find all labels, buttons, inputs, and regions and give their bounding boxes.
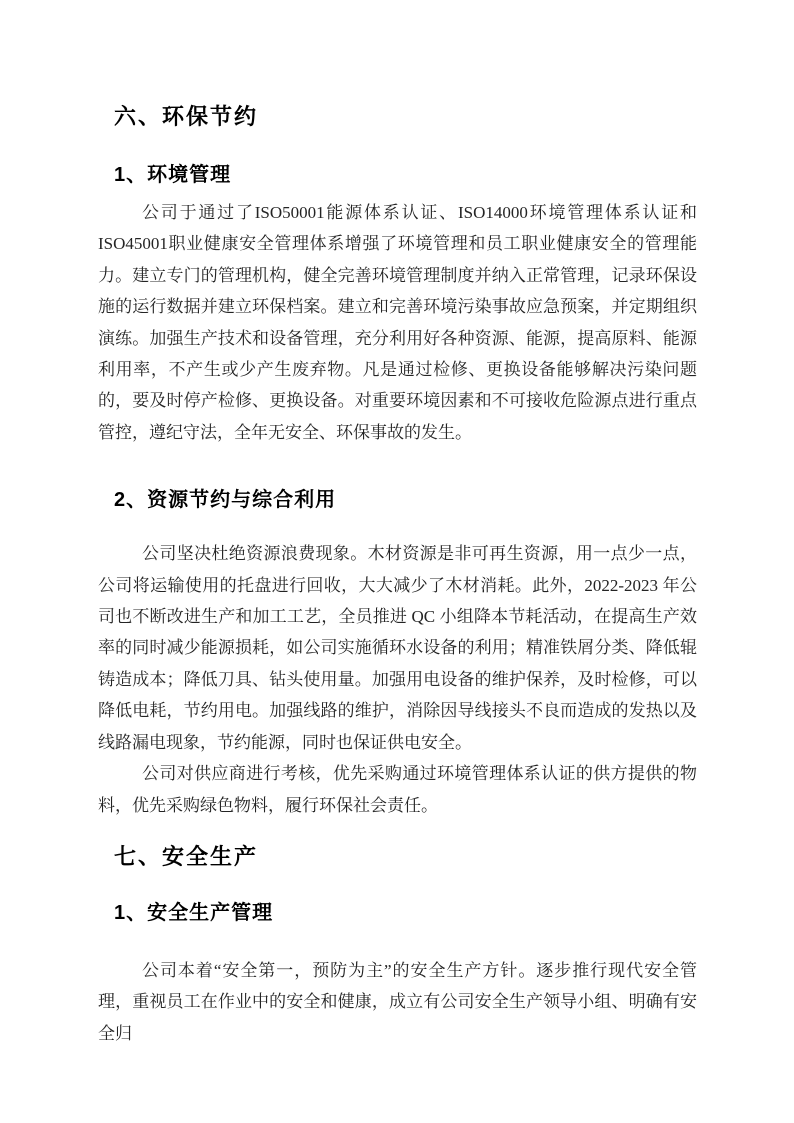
chapter-heading-work-safety: 七、安全生产 — [114, 843, 259, 869]
paragraph-environment-management: 公司于通过了ISO50001能源体系认证、ISO14000环境管理体系认证和ISO45001职业健康安全管理体系增强了环境管理和员工职业健康安全的管理能力。建立专门的管理机构，健全完善环境管理制度并纳入正常管理，记录环保设施的运行数据并建立环保档案。建立和完善环境污染事故应急预案，并定期组织演练。加强生产技术和设备管理，充分利用好各种资源、能源，提高原料、能源利用率，不产生或少产生废弃物。凡是通过检修、更换设备能够解决污染问题的，要及时停产检修、更换设备。对重要环境因素和不可接收危险源点进行重点管控，遵纪守法，全年无安全、环保事故的发生。 — [98, 203, 697, 442]
section-heading-environment-management: 1、环境管理 — [114, 164, 232, 186]
chapter-heading-environment-conservation: 六、环保节约 — [114, 104, 259, 129]
section-heading-safety-management: 1、安全生产管理 — [114, 901, 274, 924]
paragraph-supplier-procurement: 公司对供应商进行考核，优先采购通过环境管理体系认证的供方提供的物料，优先采购绿色物料，履行环保社会责任。 — [98, 764, 697, 815]
paragraph-safety-management: 公司本着“安全第一，预防为主”的安全生产方针。逐步推行现代安全管理，重视员工在作业中的安全和健康，成立有公司安全生产领导小组、明确有安全归 — [98, 960, 697, 1043]
section-heading-resource-conservation: 2、资源节约与综合利用 — [114, 489, 337, 512]
paragraph-resource-conservation: 公司坚决杜绝资源浪费现象。木材资源是非可再生资源，用一点少一点，公司将运输使用的托盘进行回收，大大减少了木材消耗。此外，2022-2023 年公司也不断改进生产和加工工艺，全员推进 QC 小组降本节耗活动，在提高生产效率的同时减少能源损耗，如公司实施循环水设备的利用；精准铁屑分类、降低辊铸造成本；降低刀具、钻头使用量。加强用电设备的维护保养，及时检修，可以降低电耗，节约用电。加强线路的维护，消除因导线接头不良而造成的发热以及线路漏电现象，节约能源，同时也保证供电安全。 — [98, 544, 697, 752]
